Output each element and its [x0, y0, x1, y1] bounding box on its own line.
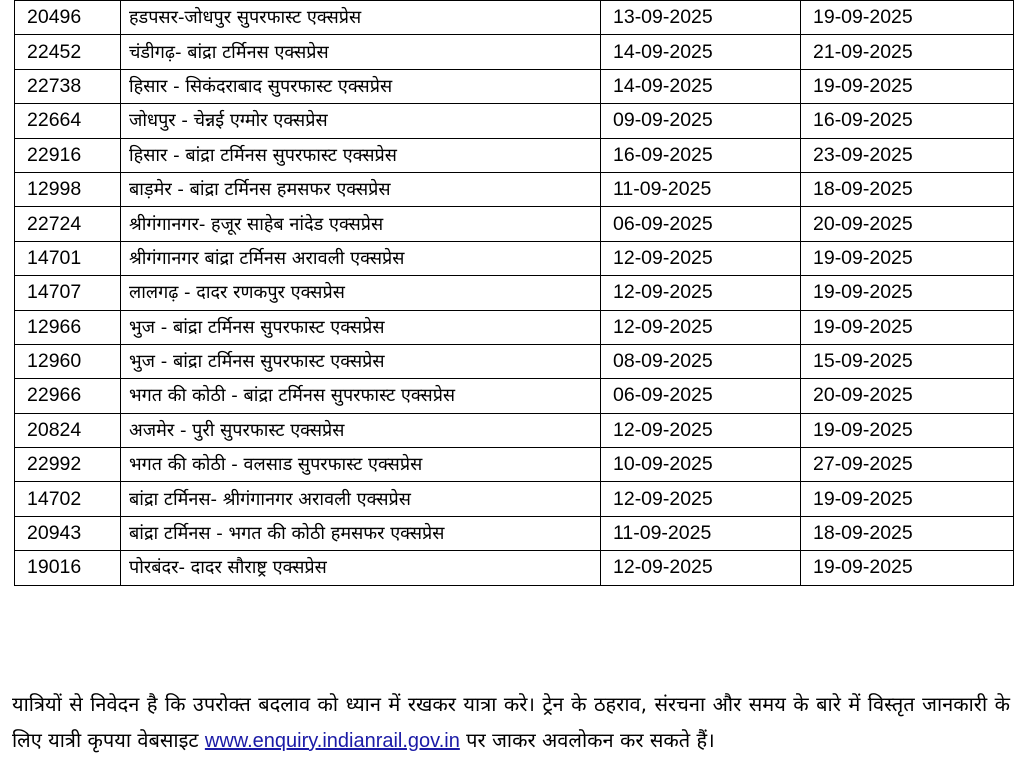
train-name-cell: बांद्रा टर्मिनस - भगत की कोठी हमसफर एक्सप्रेस	[121, 516, 601, 550]
table-row	[15, 344, 1014, 378]
date-from-cell: 09-09-2025	[601, 104, 801, 138]
date-from-cell: 11-09-2025	[601, 172, 801, 206]
date-from-cell: 06-09-2025	[601, 379, 801, 413]
table-row	[15, 69, 1014, 103]
train-number-cell: 14701	[15, 241, 121, 275]
date-to-cell: 20-09-2025	[801, 379, 1014, 413]
date-to-cell: 21-09-2025	[801, 35, 1014, 69]
train-number-cell: 19016	[15, 551, 121, 585]
train-number-cell: 20943	[15, 516, 121, 550]
train-name-cell: जोधपुर - चेन्नई एग्मोर एक्सप्रेस	[121, 104, 601, 138]
train-number-cell: 20496	[15, 1, 121, 35]
date-from-cell: 12-09-2025	[601, 413, 801, 447]
date-to-cell: 19-09-2025	[801, 310, 1014, 344]
table-row	[15, 1, 1014, 35]
table-row	[15, 516, 1014, 550]
date-from-cell: 11-09-2025	[601, 516, 801, 550]
train-name-cell: बांद्रा टर्मिनस- श्रीगंगानगर अरावली एक्सप्रेस	[121, 482, 601, 516]
table-body	[15, 1, 1014, 586]
date-to-cell: 16-09-2025	[801, 104, 1014, 138]
date-to-cell: 23-09-2025	[801, 138, 1014, 172]
train-number-cell: 22966	[15, 379, 121, 413]
table-row	[15, 482, 1014, 516]
date-from-cell: 13-09-2025	[601, 1, 801, 35]
train-number-cell: 14707	[15, 276, 121, 310]
train-number-cell: 22992	[15, 448, 121, 482]
train-name-cell: भुज - बांद्रा टर्मिनस सुपरफास्ट एक्सप्रेस	[121, 344, 601, 378]
train-number-cell: 20824	[15, 413, 121, 447]
date-from-cell: 14-09-2025	[601, 69, 801, 103]
date-from-cell: 12-09-2025	[601, 551, 801, 585]
train-number-cell: 12960	[15, 344, 121, 378]
table-row	[15, 35, 1014, 69]
table-row	[15, 310, 1014, 344]
date-to-cell: 18-09-2025	[801, 172, 1014, 206]
train-name-cell: भगत की कोठी - बांद्रा टर्मिनस सुपरफास्ट एक्सप्रेस	[121, 379, 601, 413]
table-row	[15, 104, 1014, 138]
train-name-cell: लालगढ़ - दादर रणकपुर एक्सप्रेस	[121, 276, 601, 310]
passenger-notice	[12, 686, 1010, 759]
table-row	[15, 207, 1014, 241]
date-to-cell: 19-09-2025	[801, 69, 1014, 103]
date-to-cell: 19-09-2025	[801, 1, 1014, 35]
date-to-cell: 19-09-2025	[801, 276, 1014, 310]
train-name-cell: अजमेर - पुरी सुपरफास्ट एक्सप्रेस	[121, 413, 601, 447]
train-name-cell: चंडीगढ़- बांद्रा टर्मिनस एक्सप्रेस	[121, 35, 601, 69]
date-to-cell: 18-09-2025	[801, 516, 1014, 550]
notice-text: यात्रियों से निवेदन है कि उपरोक्त बदलाव को ध्यान में रखकर यात्रा करे। ट्रेन के ठहराव, संरचना और समय के बारे में विस्तृत जानकारी के लिए यात्री कृपया वेबसाइट	[12, 692, 1010, 752]
train-number-cell: 22916	[15, 138, 121, 172]
date-from-cell: 06-09-2025	[601, 207, 801, 241]
date-to-cell: 19-09-2025	[801, 413, 1014, 447]
train-name-cell: पोरबंदर- दादर सौराष्ट्र एक्सप्रेस	[121, 551, 601, 585]
enquiry-website-link[interactable]: www.enquiry.indianrail.gov.in	[204, 730, 460, 752]
table-row	[15, 551, 1014, 585]
table-row	[15, 172, 1014, 206]
date-to-cell: 20-09-2025	[801, 207, 1014, 241]
date-from-cell: 12-09-2025	[601, 310, 801, 344]
train-name-cell: हडपसर-जोधपुर सुपरफास्ट एक्सप्रेस	[121, 1, 601, 35]
date-to-cell: 27-09-2025	[801, 448, 1014, 482]
date-to-cell: 19-09-2025	[801, 551, 1014, 585]
train-number-cell: 22664	[15, 104, 121, 138]
date-to-cell: 19-09-2025	[801, 482, 1014, 516]
date-to-cell: 15-09-2025	[801, 344, 1014, 378]
train-name-cell: भगत की कोठी - वलसाड सुपरफास्ट एक्सप्रेस	[121, 448, 601, 482]
train-schedule-table	[14, 0, 1014, 586]
train-name-cell: हिसार - बांद्रा टर्मिनस सुपरफास्ट एक्सप्रेस	[121, 138, 601, 172]
notice-text-end: पर जाकर अवलोकन कर सकते हैं।	[459, 728, 715, 752]
train-number-cell: 14702	[15, 482, 121, 516]
date-from-cell: 08-09-2025	[601, 344, 801, 378]
train-number-cell: 12998	[15, 172, 121, 206]
table-row	[15, 241, 1014, 275]
train-name-cell: भुज - बांद्रा टर्मिनस सुपरफास्ट एक्सप्रेस	[121, 310, 601, 344]
date-from-cell: 12-09-2025	[601, 241, 801, 275]
date-from-cell: 10-09-2025	[601, 448, 801, 482]
date-from-cell: 12-09-2025	[601, 276, 801, 310]
table-row	[15, 379, 1014, 413]
date-from-cell: 16-09-2025	[601, 138, 801, 172]
train-number-cell: 12966	[15, 310, 121, 344]
table-row	[15, 413, 1014, 447]
train-number-cell: 22724	[15, 207, 121, 241]
date-from-cell: 12-09-2025	[601, 482, 801, 516]
train-name-cell: श्रीगंगानगर- हजूर साहेब नांदेड एक्सप्रेस	[121, 207, 601, 241]
date-from-cell: 14-09-2025	[601, 35, 801, 69]
train-name-cell: बाड़मेर - बांद्रा टर्मिनस हमसफर एक्सप्रेस	[121, 172, 601, 206]
date-to-cell: 19-09-2025	[801, 241, 1014, 275]
train-number-cell: 22452	[15, 35, 121, 69]
train-number-cell: 22738	[15, 69, 121, 103]
table-row	[15, 138, 1014, 172]
table-row	[15, 276, 1014, 310]
train-name-cell: हिसार - सिकंदराबाद सुपरफास्ट एक्सप्रेस	[121, 69, 601, 103]
table-row	[15, 448, 1014, 482]
train-name-cell: श्रीगंगानगर बांद्रा टर्मिनस अरावली एक्सप्रेस	[121, 241, 601, 275]
